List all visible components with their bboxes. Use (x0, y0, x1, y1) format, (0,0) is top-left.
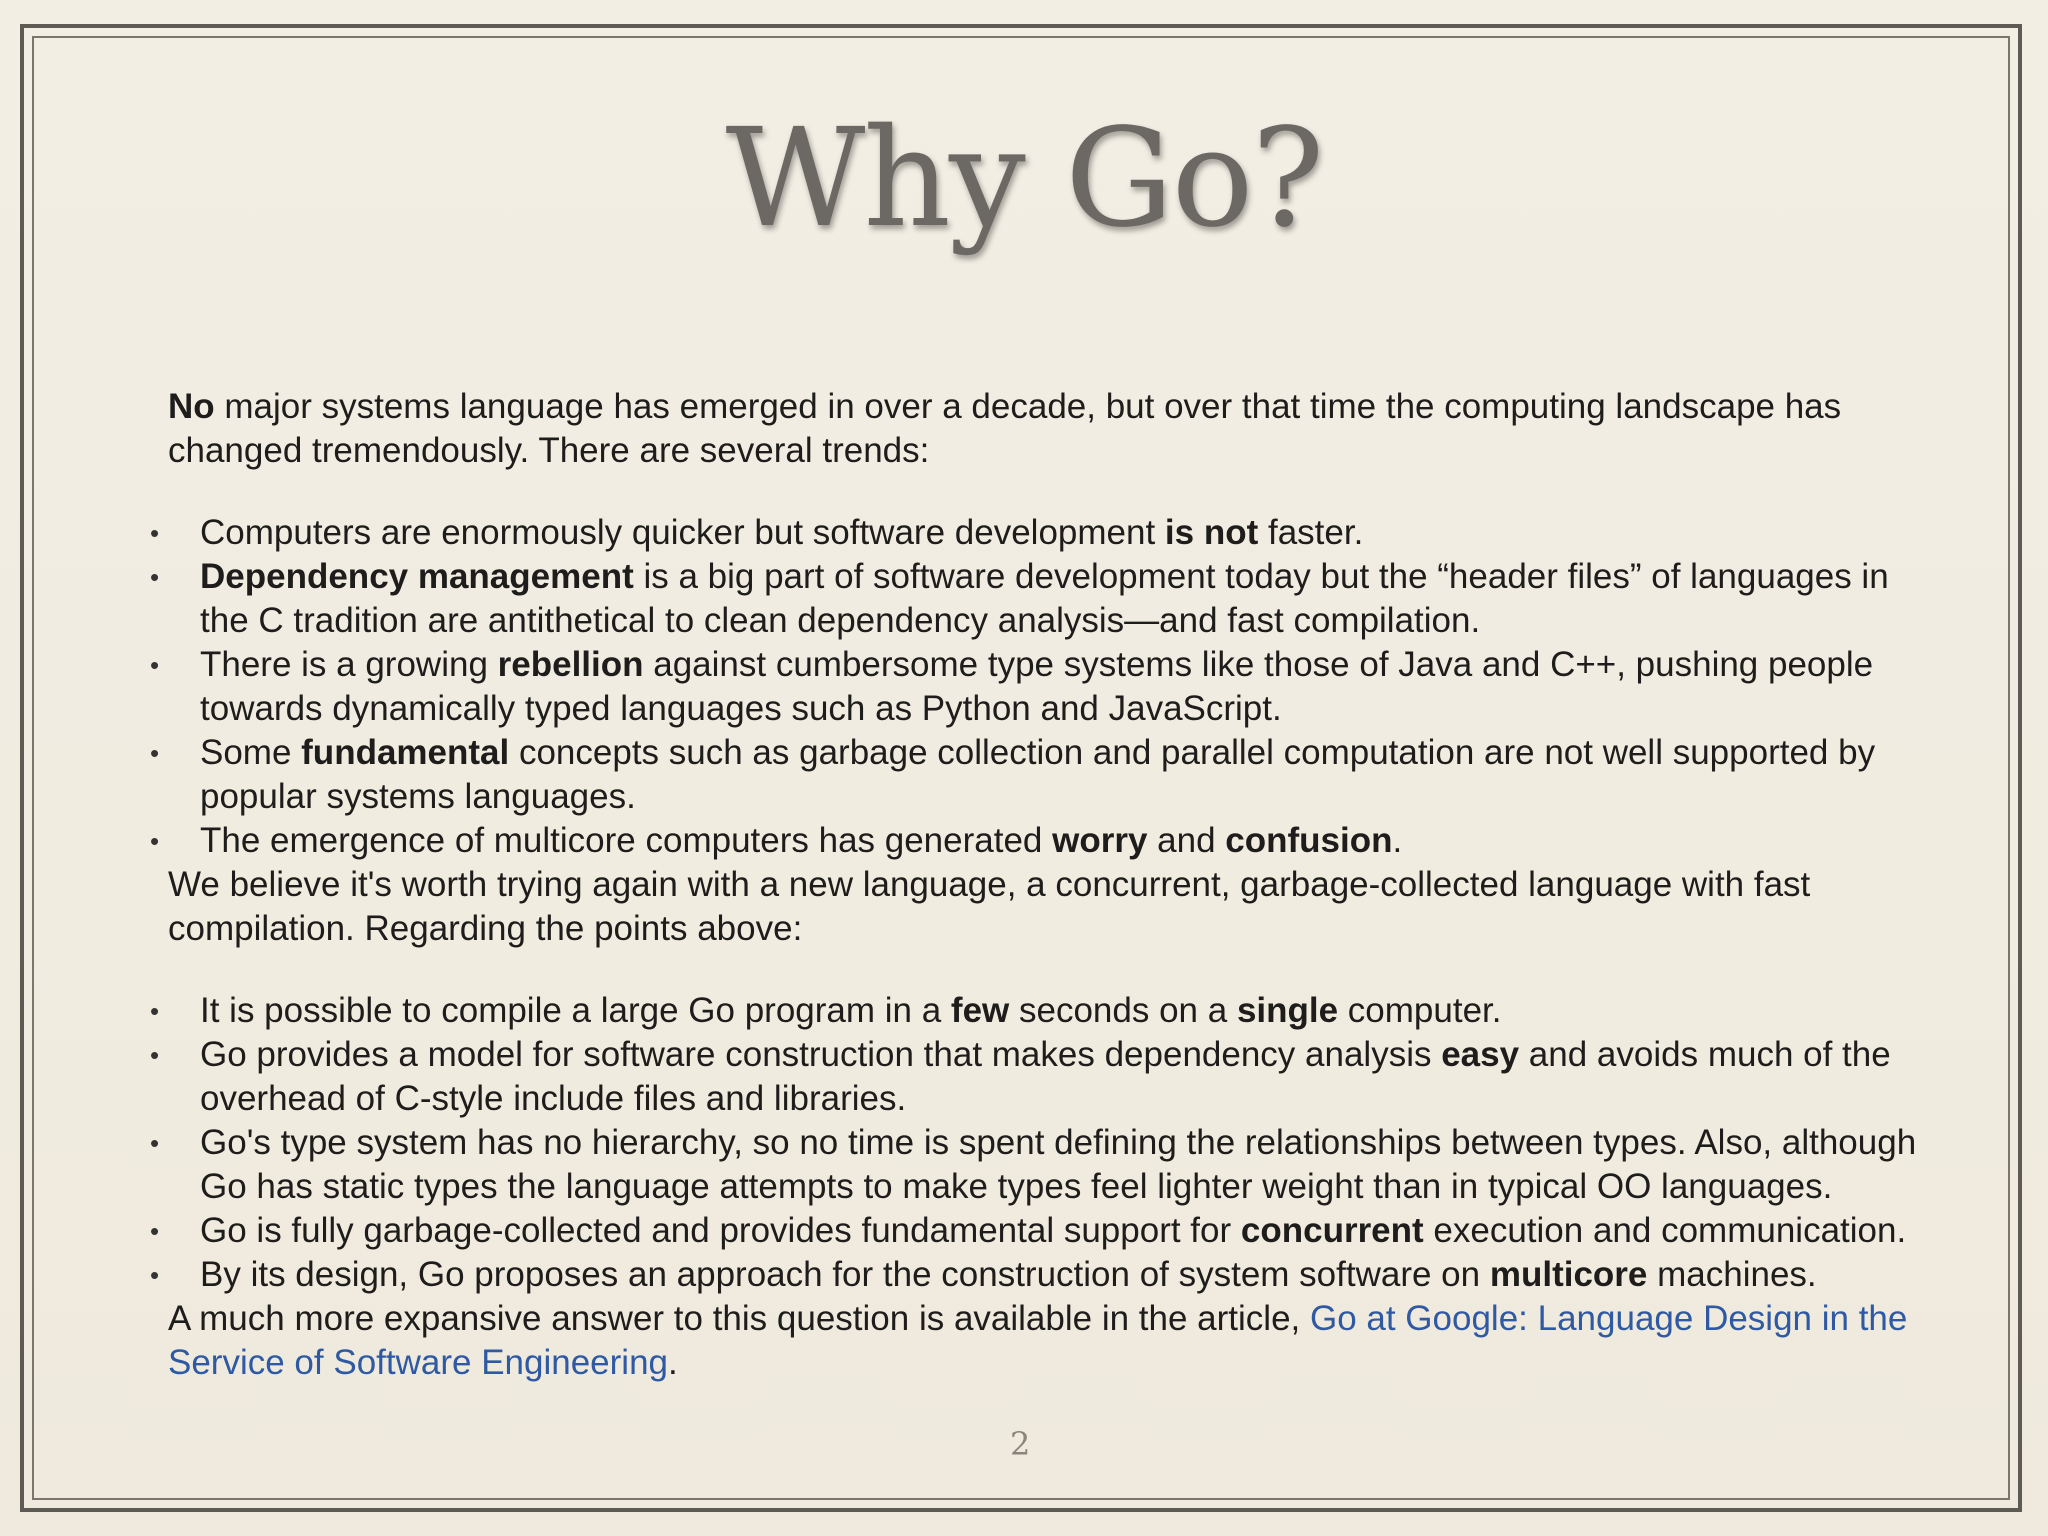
trend-item (150, 819, 1928, 863)
trend-item (150, 643, 1928, 731)
points-list (150, 989, 1928, 1297)
trend-item (150, 731, 1928, 819)
point-text: computer. (1338, 991, 1502, 1030)
point-bold: multicore (1489, 1255, 1648, 1294)
bullet-icon: • (150, 518, 160, 548)
trend-text: against cumbersome type systems like those of Java and C++, pushing people towards dynamically typed languages such as Python and JavaScript. (200, 645, 1874, 728)
bullet-icon: • (150, 1040, 160, 1070)
trend-bold: is not (1164, 513, 1259, 552)
point-text: and avoids much of the overhead of C-style include files and libraries. (200, 1035, 1891, 1118)
trend-bold: rebellion (497, 645, 644, 684)
trend-text: is a big part of software development today but the “header files” of languages in the C tradition are antithetical to clean dependency analysis—and fast compilation. (200, 557, 1889, 640)
bullet-icon: • (150, 1260, 160, 1290)
bullet-icon: • (150, 1216, 160, 1246)
closing-end: . (668, 1343, 678, 1382)
trend-text: There is a growing (200, 645, 498, 684)
bullet-icon: • (150, 1128, 160, 1158)
intro-bold: No (168, 387, 215, 426)
point-text: execution and communication. (1423, 1211, 1907, 1250)
trend-text: . (1392, 821, 1403, 860)
trend-text: Computers are enormously quicker but software development (200, 513, 1165, 552)
point-item (150, 1121, 1928, 1209)
intro-paragraph (168, 385, 1928, 473)
slide-content (150, 385, 1928, 1385)
point-text: Go is fully garbage-collected and provides fundamental support for (200, 1211, 1241, 1250)
belief-paragraph: We believe it's worth trying again with a new language, a concurrent, garbage-collected language with fast compilation. Regarding the points above: (168, 865, 1811, 948)
point-item (150, 989, 1928, 1033)
trend-text: Some (200, 733, 302, 772)
trend-item (150, 555, 1928, 643)
point-text: It is possible to compile a large Go program in a (200, 991, 951, 1030)
article-link[interactable]: Go at Google: Language Design in the Service of Software Engineering (168, 1299, 1908, 1382)
closing-paragraph (168, 1297, 1928, 1385)
trend-bold: Dependency management (200, 557, 634, 596)
bullet-icon: • (150, 650, 160, 680)
point-bold: few (950, 991, 1010, 1030)
page-number: 2 (1010, 1425, 1031, 1463)
point-item (150, 1209, 1928, 1253)
slide-title: Why Go? (725, 100, 1323, 258)
trend-text: concepts such as garbage collection and parallel computation are not well supported by popular systems languages. (200, 733, 1876, 816)
bullet-icon: • (150, 738, 160, 768)
bullet-icon: • (150, 996, 160, 1026)
point-text: By its design, Go proposes an approach for the construction of system software on (200, 1255, 1490, 1294)
point-bold: easy (1441, 1035, 1520, 1074)
intro-text: major systems language has emerged in over a decade, but over that time the computing landscape has changed tremendously. There are several trends: (168, 387, 1842, 470)
point-bold: concurrent (1240, 1211, 1424, 1250)
trends-list (150, 511, 1928, 863)
point-text: Go provides a model for software construction that makes dependency analysis (200, 1035, 1442, 1074)
point-text: machines. (1647, 1255, 1817, 1294)
bullet-icon: • (150, 562, 160, 592)
bullet-icon: • (150, 826, 160, 856)
trend-bold: confusion (1225, 821, 1393, 860)
point-bold: single (1236, 991, 1339, 1030)
trend-text: The emergence of multicore computers has generated (200, 821, 1053, 860)
trend-text: and (1147, 821, 1226, 860)
trend-text: faster. (1258, 513, 1364, 552)
trend-item (150, 511, 1928, 555)
point-item (150, 1253, 1928, 1297)
trend-bold: worry (1052, 821, 1148, 860)
point-item (150, 1033, 1928, 1121)
closing-text: A much more expansive answer to this question is available in the article, (168, 1299, 1310, 1338)
point-text: seconds on a (1009, 991, 1237, 1030)
trend-bold: fundamental (301, 733, 510, 772)
point-text: Go's type system has no hierarchy, so no time is spent defining the relationships between types. Also, although Go has static types the language attempts to make types feel lighter weight than in typical OO languages. (200, 1123, 1917, 1206)
